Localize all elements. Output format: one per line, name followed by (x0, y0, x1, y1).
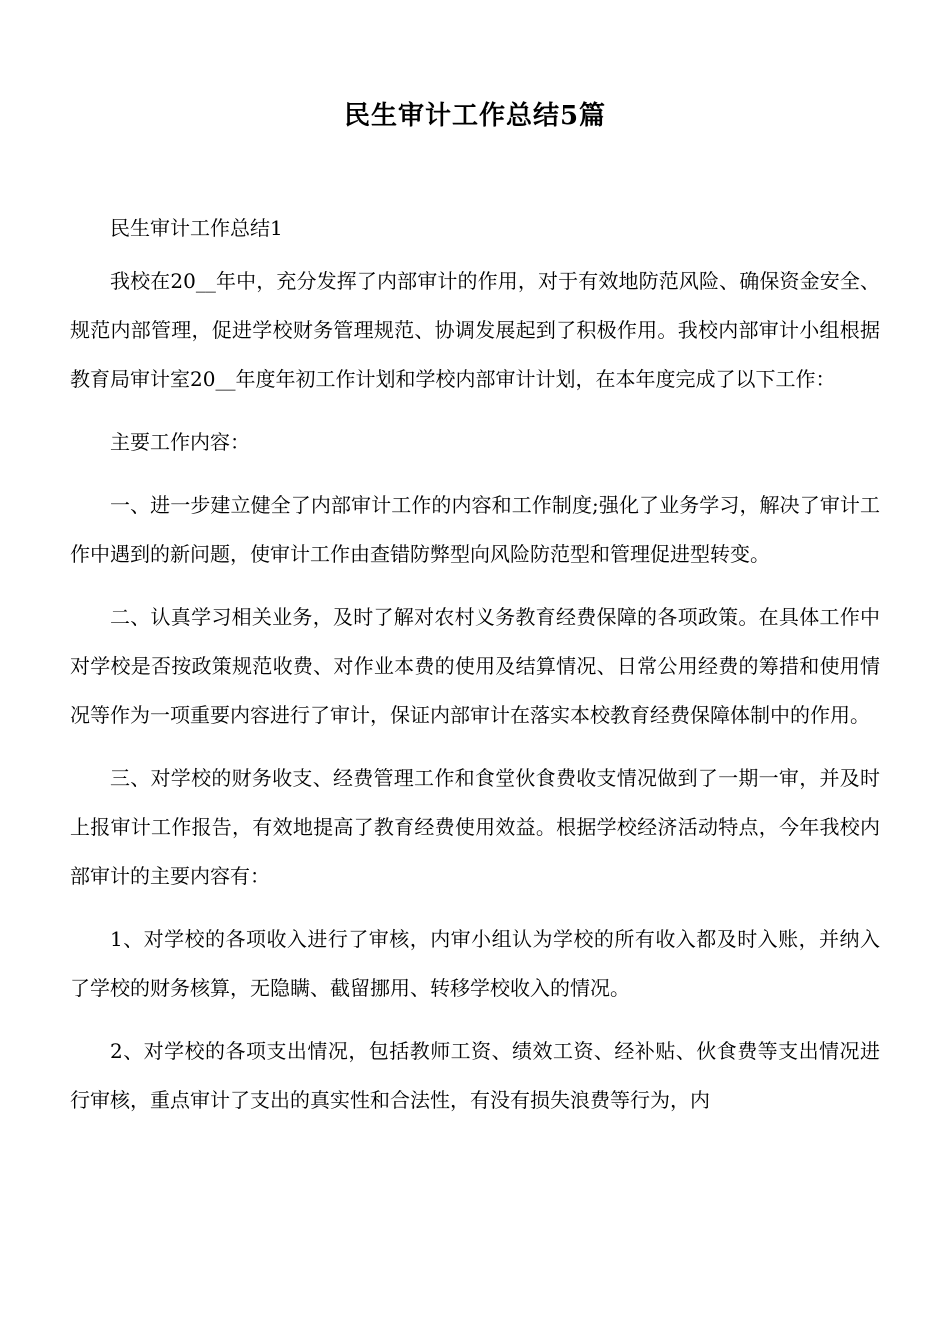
paragraph-item-3: 三、对学校的财务收支、经费管理工作和食堂伙食费收支情况做到了一期一审，并及时上报审计工作报告，有效地提高了教育经费使用效益。根据学校经济活动特点，今年我校内部审计的主要内容有： (70, 766, 880, 888)
intro-paragraph: 我校在20__年中，充分发挥了内部审计的作用，对于有效地防范风险、确保资金安全、规范内部管理，促进学校财务管理规范、协调发展起到了积极作用。我校内部审计小组根据教育局审计室20__年度年初工作计划和学校内部审计计划，在本年度完成了以下工作： (70, 269, 880, 391)
paragraph-item-2: 二、认真学习相关业务，及时了解对农村义务教育经费保障的各项政策。在具体工作中对学校是否按政策规范收费、对作业本费的使用及结算情况、日常公用经费的筹措和使用情况等作为一项重要内容进行了审计，保证内部审计在落实本校教育经费保障体制中的作用。 (70, 605, 880, 727)
document-title: 民生审计工作总结5篇 (343, 101, 607, 131)
paragraph-subitem-2: 2、对学校的各项支出情况，包括教师工资、绩效工资、经补贴、伙食费等支出情况进行审核，重点审计了支出的真实性和合法性，有没有损失浪费等行为，内 (70, 1039, 880, 1112)
document-body (70, 204, 880, 1125)
main-content-heading: 主要工作内容： (110, 430, 250, 454)
paragraph-subitem-1: 1、对学校的各项收入进行了审核，内审小组认为学校的所有收入都及时入账，并纳入了学校的财务核算，无隐瞒、截留挪用、转移学校收入的情况。 (70, 927, 880, 1000)
paragraph-item-1: 一、进一步建立健全了内部审计工作的内容和工作制度;强化了业务学习，解决了审计工作中遇到的新问题，使审计工作由查错防弊型向风险防范型和管理促进型转变。 (70, 493, 880, 566)
section-heading: 民生审计工作总结1 (110, 216, 283, 240)
